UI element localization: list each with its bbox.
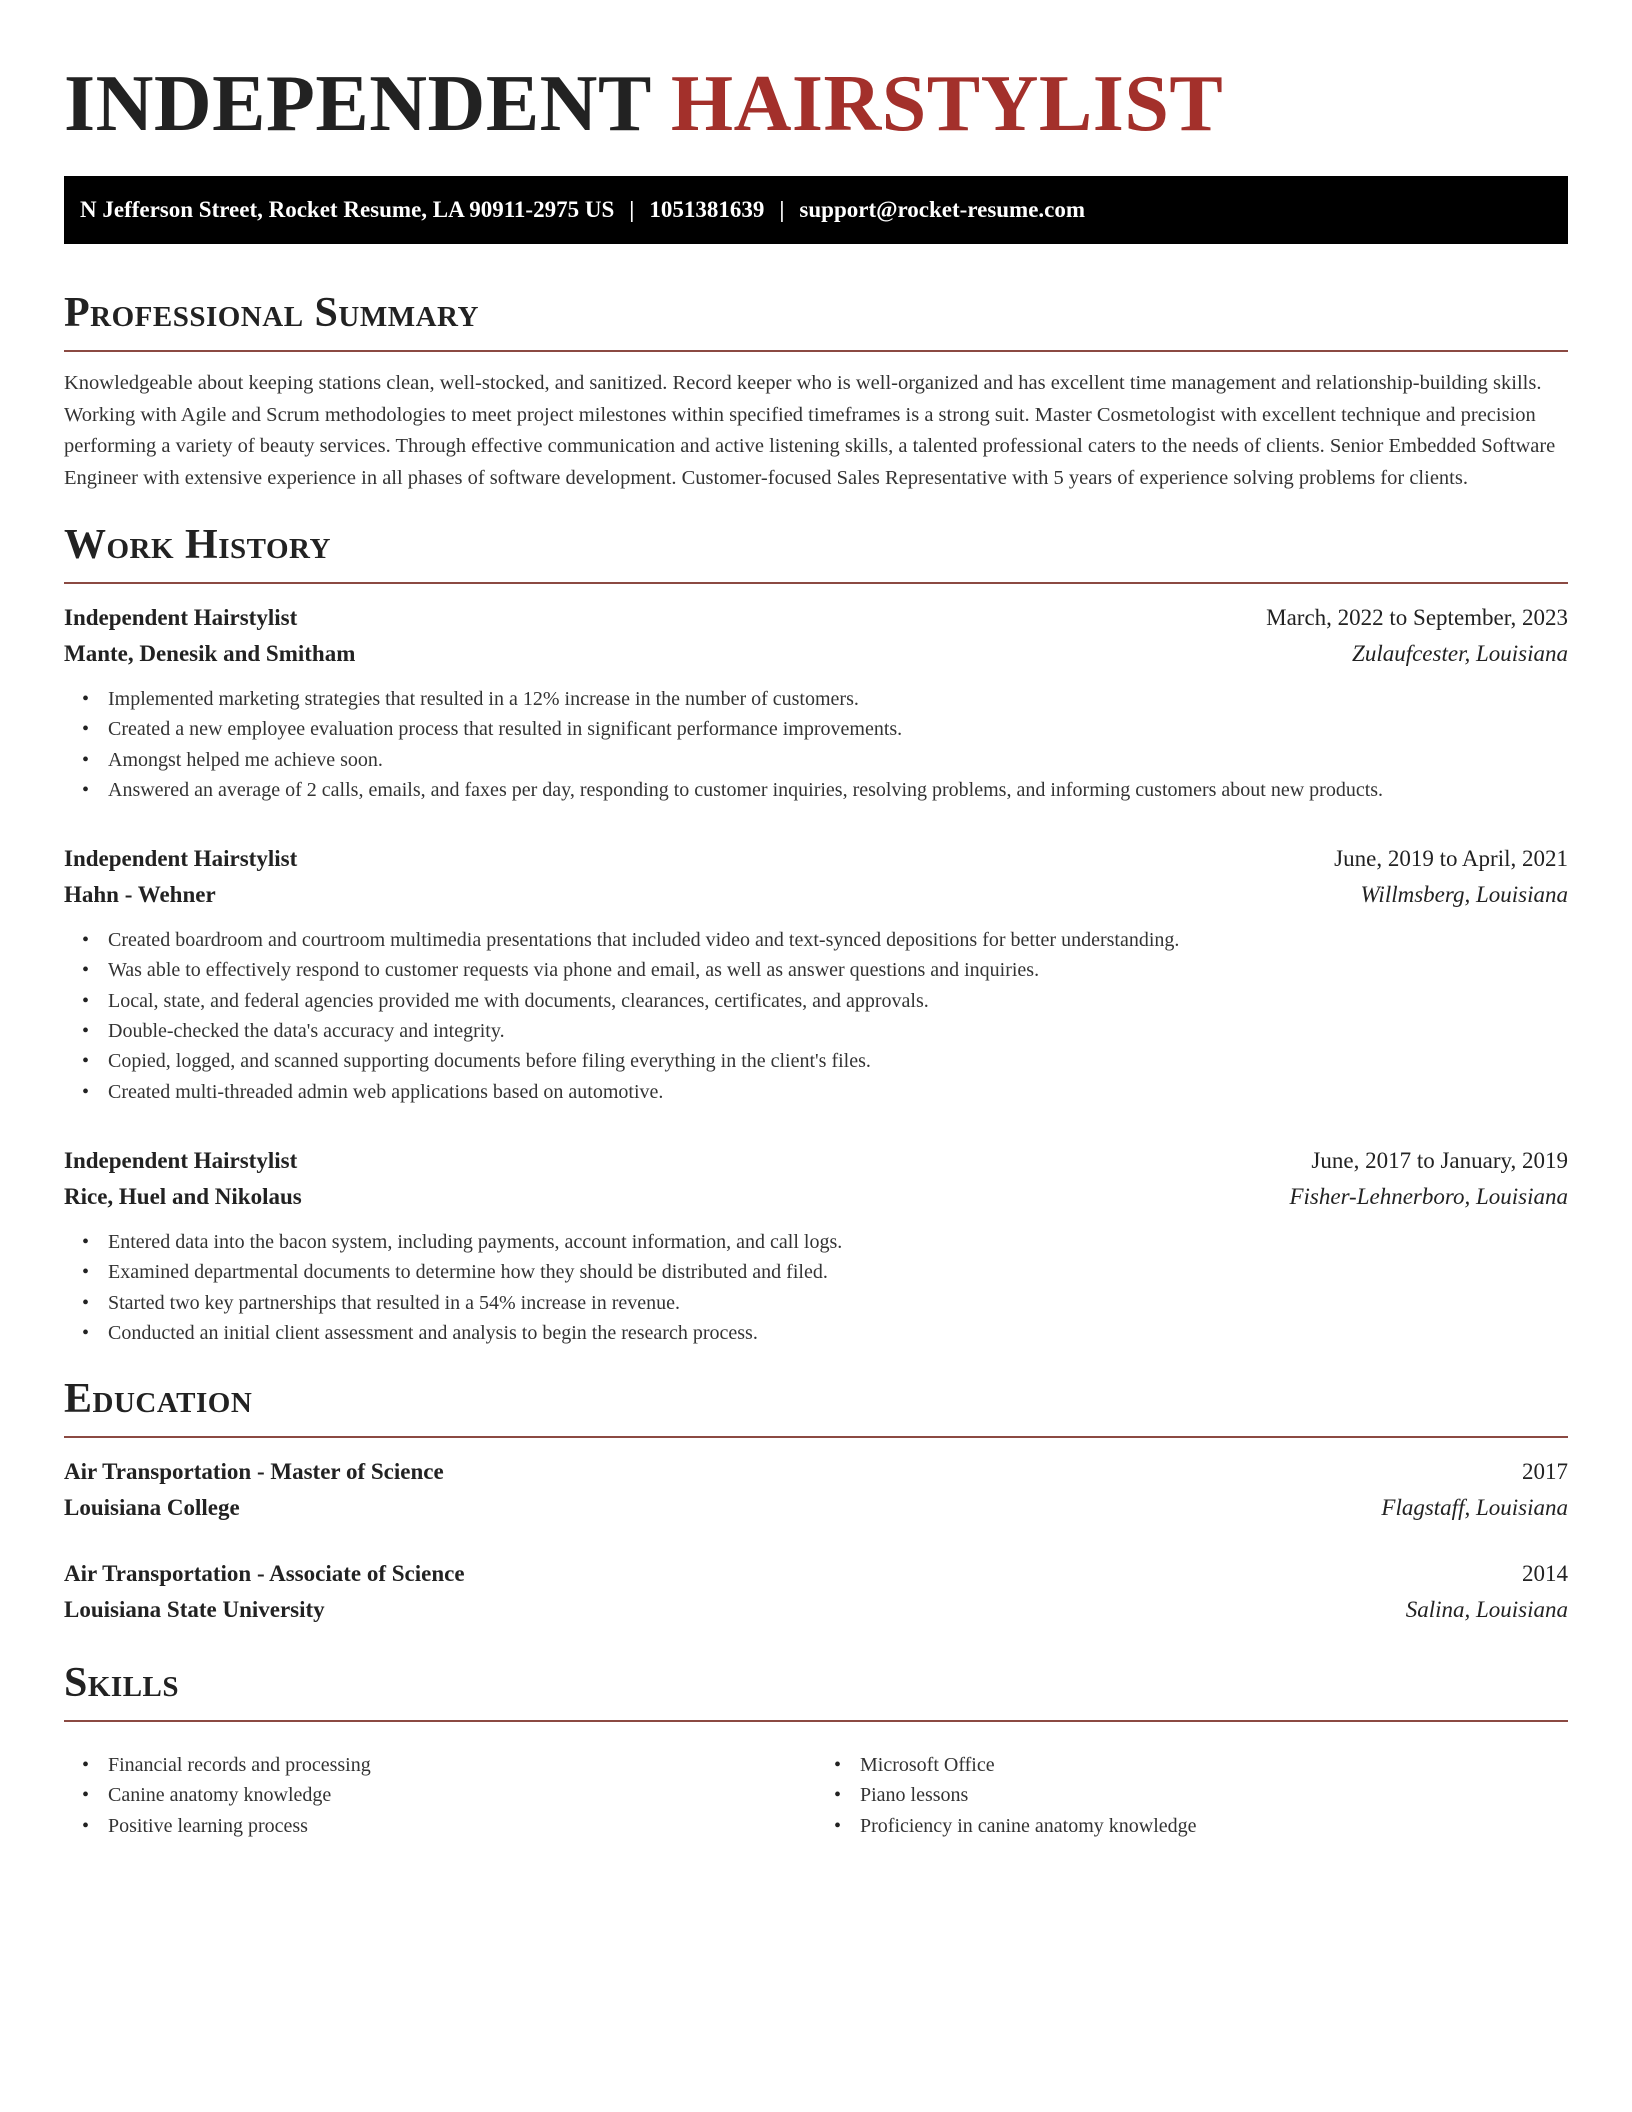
contact-separator: |	[779, 197, 785, 222]
contact-bar	[64, 176, 1568, 244]
name-first: INDEPENDENT	[64, 60, 651, 148]
section-divider	[64, 582, 1568, 584]
education-school-row	[64, 1592, 1568, 1628]
job-bullet: • Double-checked the data's accuracy and integrity.	[108, 1016, 1568, 1046]
name-last: HAIRSTYLIST	[670, 60, 1224, 148]
section-divider	[64, 1720, 1568, 1722]
job-bullet: • Answered an average of 2 calls, emails, and faxes per day, responding to customer inquiries, resolving problems, and informing customers about new products.	[108, 775, 1568, 805]
education-entry	[64, 1454, 1568, 1526]
job-company: Mante, Denesik and Smitham	[64, 641, 356, 666]
education-section	[64, 1372, 1568, 1628]
education-school: Louisiana College	[64, 1495, 240, 1521]
contact-phone: 1051381639	[649, 197, 765, 222]
section-title-skills: Skills	[64, 1660, 180, 1707]
education-degree: Air Transportation - Associate of Science	[64, 1561, 465, 1587]
section-title-education: Education	[64, 1376, 253, 1423]
education-year: 2014	[1522, 1561, 1568, 1587]
education-entry	[64, 1556, 1568, 1628]
job-bullets	[64, 925, 1568, 1107]
job-title: Independent Hairstylist	[64, 605, 298, 630]
job-bullet: • Amongst helped me achieve soon.	[108, 745, 1568, 775]
job-bullet: • Implemented marketing strategies that resulted in a 12% increase in the number of customers.	[108, 684, 1568, 714]
job-header-row	[64, 841, 1568, 877]
job-company-row	[64, 636, 1568, 672]
job-location: Willmsberg, Louisiana	[1360, 882, 1568, 908]
education-list	[64, 1454, 1568, 1628]
job-entry	[64, 841, 1568, 1107]
skill-item: • Proficiency in canine anatomy knowledge	[860, 1811, 1568, 1841]
skills-column-left	[64, 1750, 816, 1841]
job-location: Zulaufcester, Louisiana	[1352, 641, 1568, 666]
job-title: Independent Hairstylist	[64, 1147, 298, 1173]
skill-item: • Microsoft Office	[860, 1750, 1568, 1780]
job-entry	[64, 1143, 1568, 1348]
contact-email[interactable]: support@rocket-resume.com	[799, 197, 1086, 222]
job-location: Fisher-Lehnerboro, Louisiana	[1289, 1183, 1568, 1209]
job-title: Independent Hairstylist	[64, 846, 298, 872]
job-bullet: • Copied, logged, and scanned supporting documents before filing everything in the client's files.	[108, 1046, 1568, 1076]
section-title-work-history: Work History	[64, 522, 331, 568]
contact-address: N Jefferson Street, Rocket Resume, LA 90911-2975 US	[80, 197, 615, 222]
job-header-row	[64, 600, 1568, 636]
skill-item: • Financial records and processing	[108, 1750, 816, 1780]
education-year: 2017	[1522, 1459, 1568, 1485]
section-divider	[64, 1436, 1568, 1438]
section-divider	[64, 350, 1568, 352]
job-bullets	[64, 684, 1568, 805]
work-history-section	[64, 518, 1568, 1348]
skill-item: • Piano lessons	[860, 1780, 1568, 1810]
job-bullet: • Created boardroom and courtroom multimedia presentations that included video and text-synced depositions for better understanding.	[108, 925, 1568, 955]
job-bullet: • Created a new employee evaluation process that resulted in significant performance improvements.	[108, 714, 1568, 744]
job-bullet: • Created multi-threaded admin web applications based on automotive.	[108, 1077, 1568, 1107]
job-header-row	[64, 1143, 1568, 1179]
job-company: Hahn - Wehner	[64, 882, 216, 908]
job-bullet: • Examined departmental documents to determine how they should be distributed and filed.	[108, 1257, 1568, 1287]
job-list	[64, 600, 1568, 1348]
summary-section	[64, 286, 1568, 494]
skills-grid	[64, 1738, 1568, 1841]
job-bullets	[64, 1227, 1568, 1348]
job-bullet: • Conducted an initial client assessment and analysis to begin the research process.	[108, 1318, 1568, 1348]
skill-item: • Canine anatomy knowledge	[108, 1780, 816, 1810]
job-company: Rice, Huel and Nikolaus	[64, 1183, 302, 1209]
job-bullet: • Was able to effectively respond to customer requests via phone and email, as well as answer questions and inquiries.	[108, 955, 1568, 985]
skills-section	[64, 1656, 1568, 1841]
job-entry	[64, 600, 1568, 805]
job-dates: June, 2019 to April, 2021	[1334, 846, 1568, 872]
job-company-row	[64, 877, 1568, 913]
skills-column-right	[816, 1750, 1568, 1841]
section-title-summary: Professional Summary	[64, 290, 479, 336]
resume-name	[64, 56, 1568, 152]
job-company-row	[64, 1179, 1568, 1215]
education-location: Salina, Louisiana	[1405, 1597, 1568, 1623]
job-bullet: • Entered data into the bacon system, including payments, account information, and call logs.	[108, 1227, 1568, 1257]
education-location: Flagstaff, Louisiana	[1381, 1495, 1568, 1521]
contact-separator: |	[629, 197, 635, 222]
education-header-row	[64, 1454, 1568, 1490]
education-school: Louisiana State University	[64, 1597, 325, 1623]
skill-item: • Positive learning process	[108, 1811, 816, 1841]
education-degree: Air Transportation - Master of Science	[64, 1459, 444, 1485]
job-bullet: • Started two key partnerships that resulted in a 54% increase in revenue.	[108, 1288, 1568, 1318]
job-dates: June, 2017 to January, 2019	[1311, 1147, 1568, 1173]
education-school-row	[64, 1490, 1568, 1526]
job-bullet: • Local, state, and federal agencies provided me with documents, clearances, certificates, and approvals.	[108, 986, 1568, 1016]
job-dates: March, 2022 to September, 2023	[1266, 605, 1568, 630]
summary-text: Knowledgeable about keeping stations clean, well-stocked, and sanitized. Record keeper who is well-organized and has excellent time management and relationship-building skills. Working with Agile and Scrum methodologies to meet project milestones within specified timeframes is a strong suit. Master Cosmetologist with excellent technique and precision performing a variety of beauty services. Through effective communication and active listening skills, a talented professional caters to the needs of clients. Senior Embedded Software Engineer with extensive experience in all phases of software development. Customer-focused Sales Representative with 5 years of experience solving problems for clients.	[64, 372, 1556, 489]
education-header-row	[64, 1556, 1568, 1592]
